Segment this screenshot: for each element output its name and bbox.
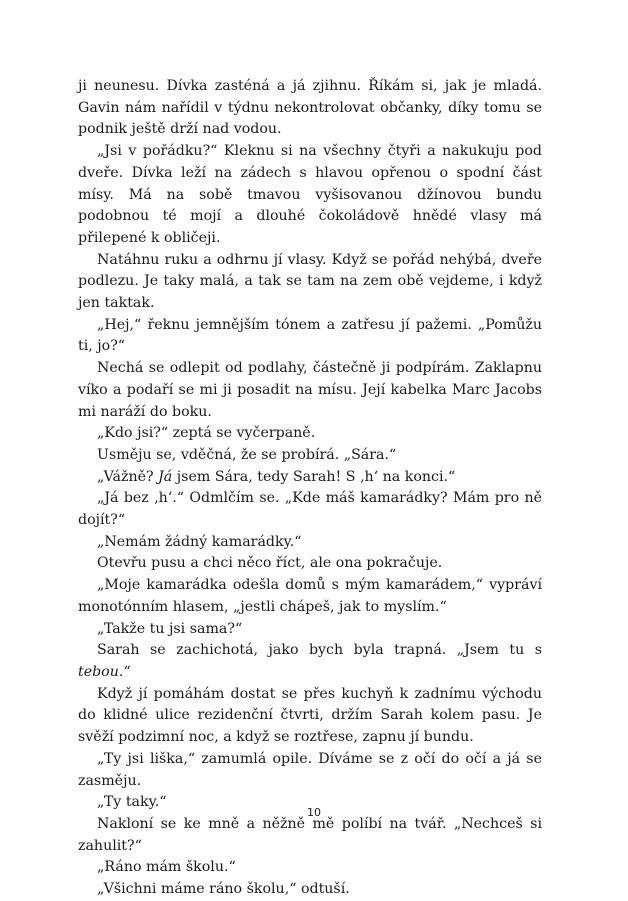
paragraph [78,684,542,749]
paragraph [78,814,542,857]
italic-run: Já [158,468,173,485]
paragraph [78,857,542,879]
paragraph [78,553,542,575]
text-run: „Ty jsi liška,“ zamumlá opile. Díváme se z očí do očí a já se zasměju. [78,750,542,789]
paragraph [78,879,542,901]
text-run: Natáhnu ruku a odhrnu jí vlasy. Když se pořád nehýbá, dveře podlezu. Je taky malá, a tak se tam na zem obě vejdeme, i když jen taktak. [78,251,542,312]
text-run: Otevřu pusu a chci něco říct, ale ona pokračuje. [97,555,443,572]
text-run: Když jí pomáhám dostat se přes kuchyň k zadnímu východu do klidné ulice rezidenční čtvrti, držím Sarah kolem pasu. Je svěží podzimní noc, a když se roztřese, zapnu jí bundu. [78,685,542,746]
paragraph [78,619,542,641]
paragraph [78,749,542,792]
text-run: Nechá se odlepit od podlahy, částečně ji podpírám. Zaklapnu víko a podaří se mi ji posadit na mísu. Její kabelka Marc Jacobs mi naráží do boku. [78,360,542,420]
paragraph [78,250,542,315]
text-run: „Já bez ‚h‘.“ Odmlčím se. „Kde máš kamarádky? Mám pro ně dojít?“ [78,490,542,529]
paragraph [78,488,542,531]
paragraph [78,76,542,141]
text-run: Nakloní se ke mně a něžně mě políbí na tvář. „Nechceš si zahulit?“ [78,815,542,854]
paragraph [78,532,542,554]
italic-run: tebou [78,663,119,680]
paragraph [78,423,542,445]
text-run: Usměju se, vděčná, že se probírá. „Sára.“ [97,446,397,463]
text-run: „Jsi v pořádku?“ Kleknu si na všechny čtyři a nakukuju pod dveře. Dívka leží na zádech s hlavou opřenou o spodní část mísy. Má na sobě tmavou vyšisovanou džínovou bundu podobnou té mojí a dlouhé čokoládově hnědé vlasy má přilepené k obličeji. [78,143,542,246]
paragraph [78,141,542,250]
body-text [78,76,542,901]
text-run: „Hej,“ řeknu jemnějším tónem a zatřesu jí pažemi. „Pomůžu ti, jo?“ [78,316,542,355]
text-run: „Nemám žádný kamarádky.“ [97,533,302,550]
text-run: „Ty taky.“ [97,794,167,811]
text-run: jsem Sára, tedy Sarah! S ‚h‘ na konci.“ [172,468,456,485]
text-run: „Vážně? [97,468,159,485]
paragraph [78,467,542,489]
text-run: „Moje kamarádka odešla domů s mým kamarádem,“ vypráví monotónním hlasem, „jestli chápeš, jak to myslím.“ [78,577,542,615]
paragraph [78,575,542,618]
text-run: Sarah se zachichotá, jako bych byla trapná. „Jsem tu s [97,642,542,659]
text-run: „Ráno mám školu.“ [97,859,236,876]
paragraph [78,640,542,683]
paragraph [78,358,542,423]
text-run: „Všichni máme ráno školu,“ odtuší. [97,881,350,898]
text-run: .“ [118,663,131,680]
text-run: „Kdo jsi?“ zeptá se vyčerpaně. [97,425,316,442]
page-number: 10 [307,806,321,819]
paragraph [78,315,542,358]
text-run: ji neunesu. Dívka zasténá a já zjihnu. Říkám si, jak je mladá. Gavin nám nařídil v týdnu nekontrolovat občanky, díky tomu se podnik ještě drží nad vodou. [78,78,542,138]
paragraph [78,445,542,467]
text-run: „Takže tu jsi sama?“ [97,620,243,637]
